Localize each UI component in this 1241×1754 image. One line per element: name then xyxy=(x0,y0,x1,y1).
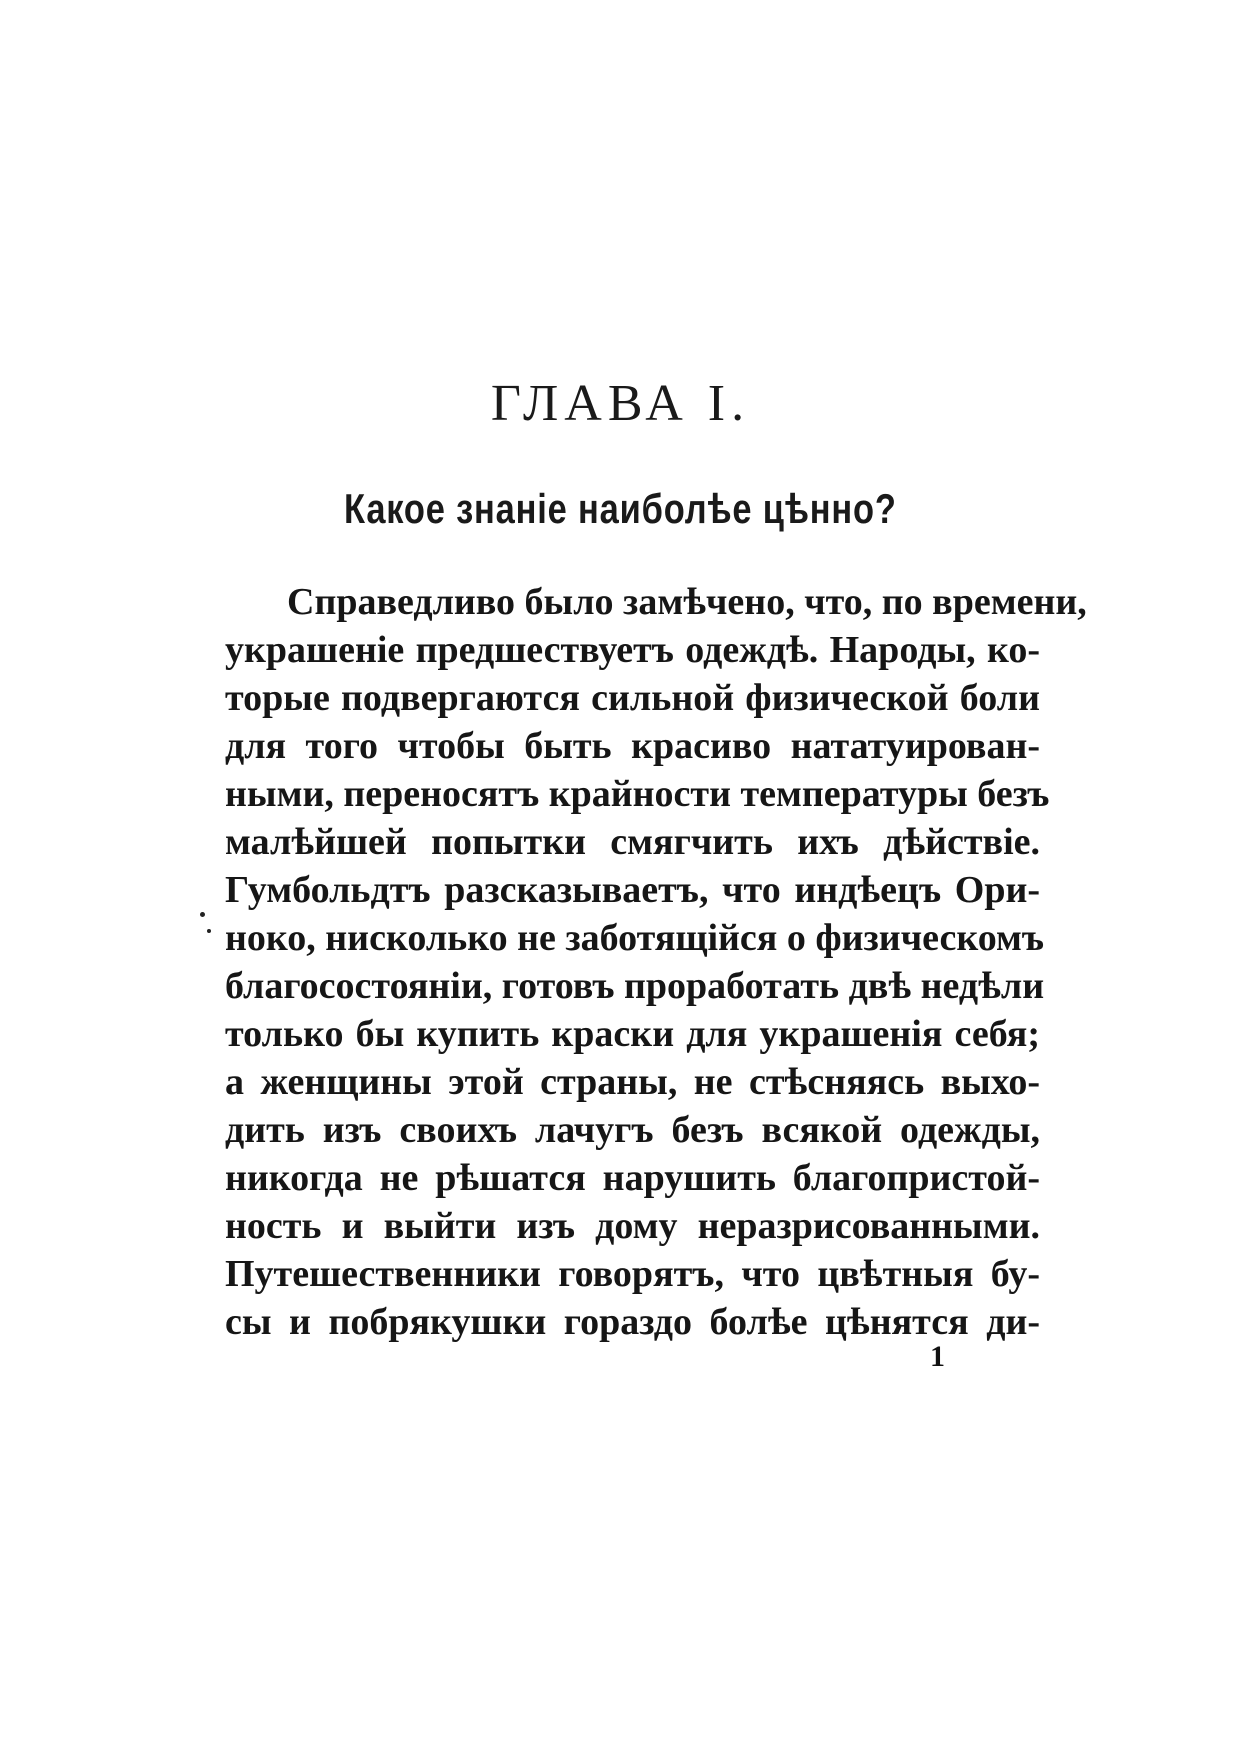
text-line: только бы купить краски для украшенія себя; xyxy=(225,1013,1040,1055)
text-line: а женщины этой страны, не стѣсняясь выхо- xyxy=(225,1061,1040,1103)
text-line: Путешественники говорятъ, что цвѣтныя бу- xyxy=(225,1253,1040,1295)
ink-speck xyxy=(200,912,205,917)
text-line: никогда не рѣшатся нарушить благопристой- xyxy=(225,1157,1040,1199)
text-line: благосостояніи, готовъ проработать двѣ недѣли xyxy=(225,965,1045,1007)
body-paragraph xyxy=(225,578,1087,1346)
text-line: для того чтобы быть красиво нататуирован- xyxy=(225,725,1040,767)
text-line: сы и побрякушки гораздо болѣе цѣнятся ди- xyxy=(225,1301,1040,1343)
text-line: ноко, нисколько не заботящійся о физическомъ xyxy=(225,917,1045,959)
text-line: малѣйшей попытки смягчить ихъ дѣйствіе. xyxy=(225,821,1040,863)
text-line: ность и выйти изъ дому неразрисованными. xyxy=(225,1205,1040,1247)
text-line: ными, переносятъ крайности температуры безъ xyxy=(225,773,1050,815)
text-line: Гумбольдтъ разсказываетъ, что индѣецъ Ори- xyxy=(225,869,1040,911)
ink-speck xyxy=(207,929,211,933)
chapter-title: ГЛАВА I. xyxy=(490,375,751,432)
text-line: Справедливо было замѣчено, что, по времени, xyxy=(287,581,1087,623)
text-line: торые подвергаются сильной физической боли xyxy=(225,677,1040,719)
text-line: дить изъ своихъ лачугъ безъ всякой одежды, xyxy=(225,1109,1040,1151)
chapter-subtitle: Какое знаніе наиболѣе цѣнно? xyxy=(344,485,897,532)
text-line: украшеніе предшествуетъ одеждѣ. Народы, ко- xyxy=(225,629,1040,671)
page-number: 1 xyxy=(930,1340,945,1373)
